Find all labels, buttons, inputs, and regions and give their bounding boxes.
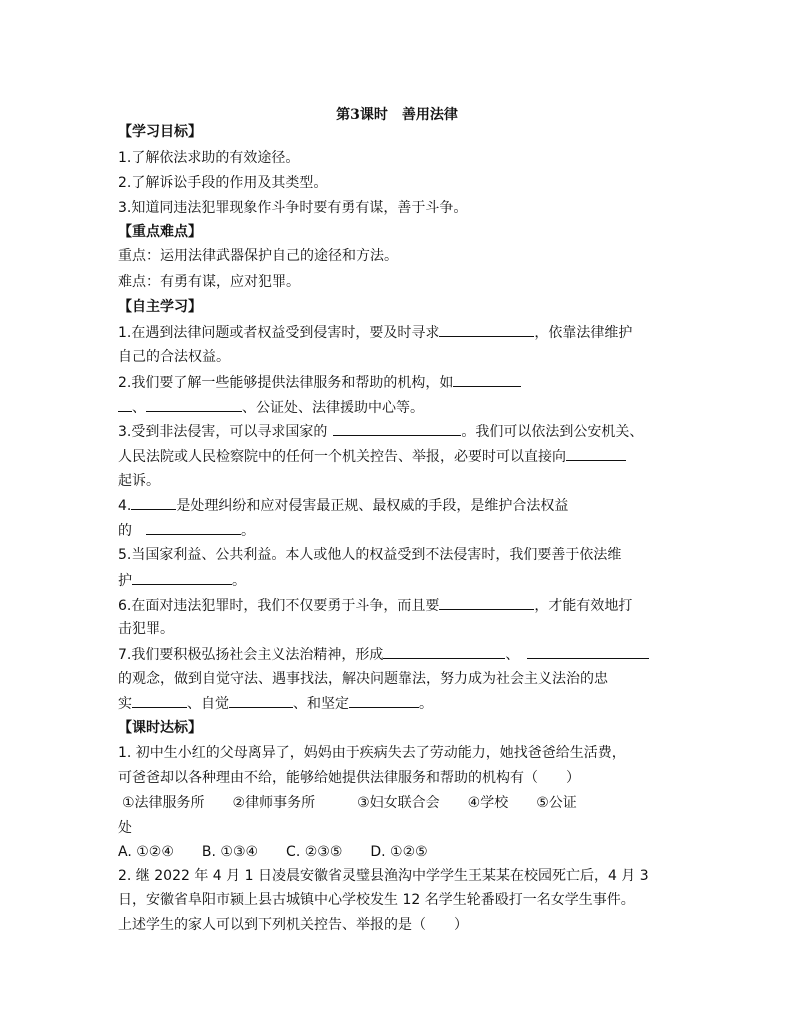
q5-text: 。 [232, 573, 246, 589]
practice-q1-line1: 1. 初中生小红的父母离异了，妈妈由于疾病失去了劳动能力，她找爸爸给生活费， [118, 745, 626, 761]
q4-text: 。 [241, 523, 255, 539]
q4-text: 的 [118, 523, 132, 539]
goal-item: 1.了解依法求助的有效途径。 [118, 150, 300, 166]
q4-text: 是处理纠纷和应对侵害最正规、最权威的手段，是维护合法权益 [176, 498, 569, 514]
fill-blank[interactable] [146, 520, 241, 535]
fill-blank[interactable] [439, 322, 534, 337]
section-heading-practice: 【课时达标】 [118, 720, 202, 736]
self-q7-line2: 的观念，做到自觉守法、遇事找法，解决问题靠法，努力成为社会主义法治的忠 [118, 671, 608, 687]
practice-q2-line1: 2. 继 2022 年 4 月 1 日凌晨安徽省灵璧县渔沟中学学生王某某在校园死亡后，4 月 3 [118, 868, 649, 884]
fill-blank[interactable] [132, 570, 232, 585]
fill-blank[interactable] [146, 397, 242, 412]
self-q3-line2 [118, 446, 626, 467]
self-q4-line2 [118, 520, 255, 541]
q7-text: 。 [419, 696, 433, 712]
q7-text: 、 [505, 647, 520, 663]
self-q1-line2: 自己的合法权益。 [118, 349, 230, 365]
fill-blank[interactable] [118, 397, 132, 412]
section-heading-goals: 【学习目标】 [118, 124, 202, 140]
self-q2-line2: 、 、公证处、法律援助中心等。 [118, 397, 424, 418]
self-q7-line3 [118, 693, 433, 714]
goal-item: 3.知道同违法犯罪现象作斗争时要有勇有谋，善于斗争。 [118, 200, 468, 216]
fill-blank[interactable] [349, 693, 419, 708]
self-q5-line1: 5.当国家利益、公共利益。本人或他人的权益受到不法侵害时，我们要善于依法维 [118, 547, 622, 563]
practice-q2-line2: 日，安徽省阜阳市颍上县古城镇中心学校发生 12 名学生轮番殴打一名女学生事件。 [118, 892, 635, 908]
fill-blank[interactable] [383, 644, 505, 659]
practice-q1-options-line1: ①法律服务所 ②律师事务所 ③妇女联合会 ④学校 ⑤公证 [122, 795, 577, 811]
self-q3-line1 [118, 421, 643, 442]
fill-blank[interactable] [333, 421, 461, 436]
practice-q1-options-line2: 处 [118, 820, 132, 836]
q3-text: 人民法院或人民检察院中的任何一个机关控告、举报，必要时可以直接向 [118, 449, 566, 465]
fill-blank[interactable] [229, 693, 293, 708]
q6-text: 6.在面对违法犯罪时，我们不仅要勇于斗争，而且要 [118, 598, 440, 614]
section-heading-self-study: 【自主学习】 [118, 299, 202, 315]
q4-text: 4. [118, 498, 132, 514]
self-q5-line2 [118, 570, 246, 591]
q1-text: ，依靠法律维护 [534, 325, 633, 341]
practice-q2-line3: 上述学生的家人可以到下列机关控告、举报的是（ ） [118, 917, 468, 933]
key-difficulty: 难点：有勇有谋，应对犯罪。 [118, 274, 300, 290]
q7-text: 实 [118, 696, 132, 712]
key-focus: 重点：运用法律武器保护自己的途径和方法。 [118, 248, 398, 264]
self-q6-line2: 击犯罪。 [118, 621, 174, 637]
fill-blank[interactable] [566, 446, 626, 461]
self-q1-line1 [118, 322, 632, 343]
practice-q1-choices: A. ①②④ B. ①③④ C. ②③⑤ D. ①②⑤ [118, 844, 428, 860]
q3-text: 3.受到非法侵害，可以寻求国家的 [118, 424, 328, 440]
fill-blank[interactable] [527, 644, 649, 659]
q1-text: 1.在遇到法律问题或者权益受到侵害时，要及时寻求 [118, 325, 440, 341]
fill-blank[interactable] [453, 372, 521, 387]
self-q4-line1 [118, 495, 568, 516]
q7-text: 、自觉 [187, 696, 229, 712]
self-q2-line1 [118, 372, 521, 393]
q6-text: ，才能有效地打 [534, 598, 633, 614]
page-title: 第3课时 善用法律 [336, 107, 458, 123]
q3-text: 。我们可以依法到公安机关、 [461, 424, 644, 440]
section-heading-key: 【重点难点】 [118, 224, 202, 240]
self-q3-line3: 起诉。 [118, 473, 160, 489]
fill-blank[interactable] [132, 693, 187, 708]
q2-text: 、公证处、法律援助中心等。 [242, 400, 424, 416]
q7-text: 、和坚定 [293, 696, 349, 712]
fill-blank[interactable] [131, 495, 176, 510]
fill-blank[interactable] [439, 595, 534, 610]
q5-text: 护 [118, 573, 132, 589]
goal-item: 2.了解诉讼手段的作用及其类型。 [118, 175, 328, 191]
self-q7-line1 [118, 644, 649, 665]
q2-text: 2.我们要了解一些能够提供法律服务和帮助的机构，如 [118, 375, 454, 391]
q7-text: 7.我们要积极弘扬社会主义法治精神，形成 [118, 647, 384, 663]
self-q6-line1 [118, 595, 632, 616]
practice-q1-line2: 可爸爸却以各种理由不给，能够给她提供法律服务和帮助的机构有（ ） [118, 770, 580, 786]
